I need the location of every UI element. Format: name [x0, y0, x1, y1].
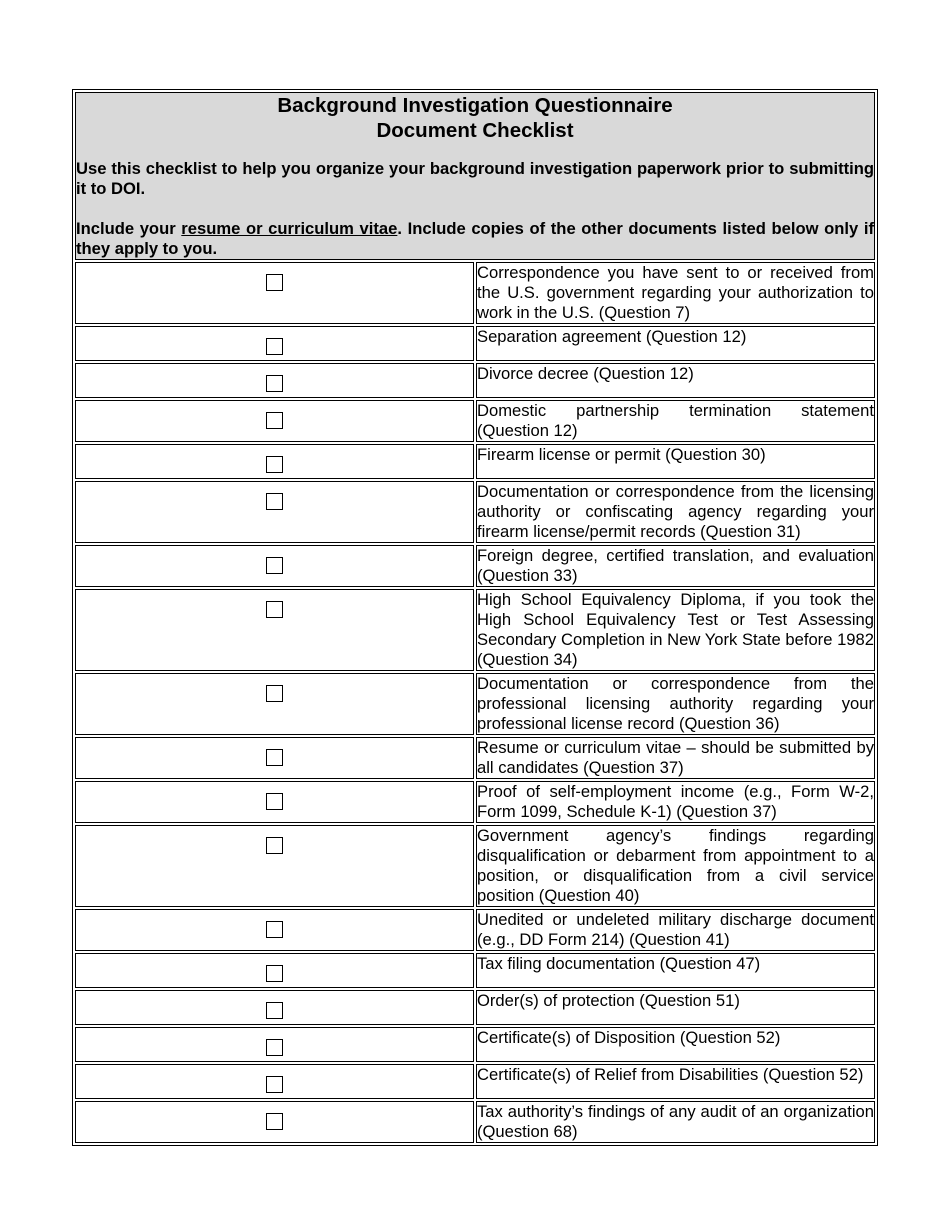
- checklist-checkbox[interactable]: [266, 749, 283, 766]
- checklist-row: [75, 825, 875, 907]
- checklist-row: [75, 1027, 875, 1062]
- header-cell: [75, 92, 875, 260]
- checklist-row: [75, 444, 875, 479]
- checkbox-cell: [75, 326, 474, 361]
- intro-2-suffix: . Include copies of the other documents listed below only if they apply to you.: [76, 219, 875, 258]
- checklist-checkbox[interactable]: [266, 793, 283, 810]
- title-line-1: Background Investigation Questionnaire: [277, 94, 673, 117]
- checklist-row: [75, 737, 875, 779]
- checklist-row: [75, 1101, 875, 1143]
- checklist-checkbox[interactable]: [266, 1113, 283, 1130]
- intro-2-emphasis: resume or curriculum vitae: [181, 219, 398, 238]
- checklist-item-label: Separation agreement (Question 12): [476, 326, 875, 361]
- checkbox-cell: [75, 481, 474, 543]
- checkbox-cell: [75, 1101, 474, 1143]
- checklist-checkbox[interactable]: [266, 837, 283, 854]
- checklist-row: [75, 953, 875, 988]
- checklist-item-label: Documentation or correspondence from the licensing authority or confiscating agency regarding your firearm license/permit records (Question 31): [477, 482, 874, 541]
- checklist-row: [75, 262, 875, 324]
- checkbox-cell: [75, 589, 474, 671]
- checkbox-cell: [75, 444, 474, 479]
- checklist-item-label: Domestic partnership termination statement (Question 12): [477, 401, 874, 440]
- checkbox-cell: [75, 400, 474, 442]
- checklist-checkbox[interactable]: [266, 1002, 283, 1019]
- intro-paragraph-1: Use this checklist to help you organize your background investigation paperwork prior to submitting it to DOI.: [76, 159, 874, 198]
- checklist-row: [75, 326, 875, 361]
- checkbox-cell: [75, 673, 474, 735]
- checklist-checkbox[interactable]: [266, 456, 283, 473]
- intro-paragraph-2: [76, 219, 874, 259]
- checklist-checkbox[interactable]: [266, 338, 283, 355]
- checklist-item-label: Proof of self-employment income (e.g., Form W-2, Form 1099, Schedule K-1) (Question 37): [477, 782, 874, 821]
- checklist-item-label: Documentation or correspondence from the professional licensing authority regarding your professional license record (Question 36): [477, 674, 874, 733]
- checklist-item-label: Resume or curriculum vitae – should be submitted by all candidates (Question 37): [477, 738, 874, 777]
- checkbox-cell: [75, 737, 474, 779]
- checkbox-cell: [75, 953, 474, 988]
- checkbox-cell: [75, 1027, 474, 1062]
- checklist-item-label: Divorce decree (Question 12): [476, 363, 875, 398]
- checklist-row: [75, 909, 875, 951]
- title-line-2: Document Checklist: [376, 119, 574, 142]
- checklist-checkbox[interactable]: [266, 921, 283, 938]
- checkbox-cell: [75, 262, 474, 324]
- checklist-row: [75, 400, 875, 442]
- checkbox-cell: [75, 781, 474, 823]
- checklist-item-label: Certificate(s) of Disposition (Question 52): [476, 1027, 875, 1062]
- page-title: [76, 93, 874, 143]
- checklist-checkbox[interactable]: [266, 493, 283, 510]
- checkbox-cell: [75, 363, 474, 398]
- checklist-checkbox[interactable]: [266, 601, 283, 618]
- checklist-checkbox[interactable]: [266, 274, 283, 291]
- checklist-item-label: Foreign degree, certified translation, and evaluation (Question 33): [477, 546, 874, 585]
- checklist-checkbox[interactable]: [266, 557, 283, 574]
- checklist-item-label: Unedited or undeleted military discharge document (e.g., DD Form 214) (Question 41): [477, 910, 874, 949]
- header-row: [75, 92, 875, 260]
- checklist-item-label: Certificate(s) of Relief from Disabilities (Question 52): [476, 1064, 875, 1099]
- checklist-item-label: Tax authority’s findings of any audit of an organization (Question 68): [477, 1102, 874, 1141]
- checklist-row: [75, 481, 875, 543]
- checkbox-cell: [75, 1064, 474, 1099]
- checklist-table: [72, 89, 878, 1146]
- checkbox-cell: [75, 990, 474, 1025]
- checklist-row: [75, 673, 875, 735]
- checkbox-cell: [75, 909, 474, 951]
- checklist-item-label: Correspondence you have sent to or received from the U.S. government regarding your authorization to work in the U.S. (Question 7): [477, 263, 874, 322]
- checklist-item-label: Firearm license or permit (Question 30): [476, 444, 875, 479]
- checklist-checkbox[interactable]: [266, 965, 283, 982]
- checklist-item-label: Order(s) of protection (Question 51): [476, 990, 875, 1025]
- checklist-item-label: High School Equivalency Diploma, if you took the High School Equivalency Test or Test Assessing Secondary Completion in New York State before 1982 (Question 34): [477, 590, 874, 669]
- checklist-checkbox[interactable]: [266, 412, 283, 429]
- intro-2-prefix: Include your: [76, 219, 182, 238]
- checklist-row: [75, 990, 875, 1025]
- checklist-checkbox[interactable]: [266, 1076, 283, 1093]
- checklist-checkbox[interactable]: [266, 375, 283, 392]
- checklist-row: [75, 545, 875, 587]
- checklist-row: [75, 589, 875, 671]
- checklist-checkbox[interactable]: [266, 1039, 283, 1056]
- document-checklist: [72, 89, 878, 1146]
- checklist-item-label: Government agency’s findings regarding disqualification or debarment from appointment to a position, or disqualification from a civil service position (Question 40): [477, 826, 874, 905]
- checklist-item-label: Tax filing documentation (Question 47): [476, 953, 875, 988]
- checkbox-cell: [75, 825, 474, 907]
- checklist-row: [75, 1064, 875, 1099]
- checklist-row: [75, 781, 875, 823]
- checklist-checkbox[interactable]: [266, 685, 283, 702]
- checklist-row: [75, 363, 875, 398]
- checkbox-cell: [75, 545, 474, 587]
